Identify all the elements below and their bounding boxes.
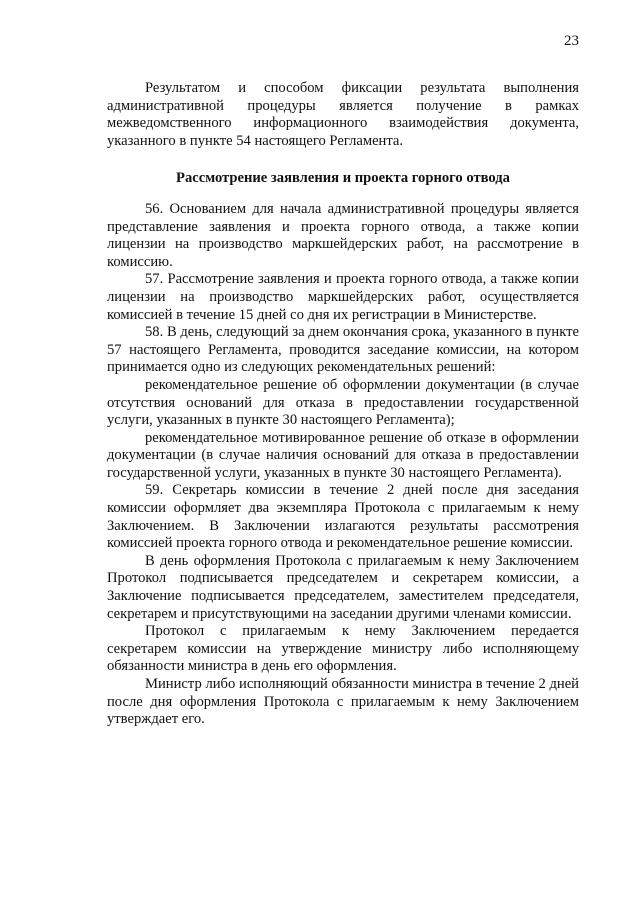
paragraph-56: 56. Основанием для начала административной процедуры является представление заявления и проекта горного отвода, а также копии лицензии на производство маркшейдерских работ, на рассмотрение в комиссию. <box>107 200 579 270</box>
protocol-signing-paragraph: В день оформления Протокола с прилагаемым к нему Заключением Протокол подписывается председателем и секретарем комиссии, а Заключение подписывается председателем, заместителем председателя, секретарем и присутствующими на заседании другими членами комиссии. <box>107 552 579 622</box>
protocol-transfer-paragraph: Протокол с прилагаемым к нему Заключением передается секретарем комиссии на утверждение министру либо исполняющему обязанности министра в день его оформления. <box>107 623 579 675</box>
page-number: 23 <box>564 33 579 49</box>
paragraph-57: 57. Рассмотрение заявления и проекта горного отвода, а также копии лицензии на производство маркшейдерских работ, осуществляется комиссией в течение 15 дней со дня их регистрации в Министерстве. <box>107 271 579 323</box>
section-heading: Рассмотрение заявления и проекта горного отвода <box>176 170 510 187</box>
decision-option-approve: рекомендательное решение об оформлении документации (в случае отсутствия оснований для отказа в предоставлении государственной услуги, указанных в пункте 30 настоящего Регламента); <box>107 376 579 429</box>
document-body <box>107 80 579 729</box>
decision-option-refuse: рекомендательное мотивированное решение об отказе в оформлении документации (в случае наличия оснований для отказа в предоставлении государственной услуги, указанных в пункте 30 настоящего Регламента). <box>107 429 579 481</box>
protocol-approval-paragraph: Министр либо исполняющий обязанности министра в течение 2 дней после дня оформления Протокола с прилагаемым к нему Заключением утверждает его. <box>107 676 579 728</box>
paragraph-59: 59. Секретарь комиссии в течение 2 дней после дня заседания комиссии оформляет два экземпляра Протокола с прилагаемым к нему Заключением. В Заключении излагаются результаты рассмотрения комиссией проекта горного отвода и рекомендательное решение комиссии. <box>107 482 579 552</box>
intro-paragraph: Результатом и способом фиксации результата выполнения административной процедуры является получение в рамках межведомственного информационного взаимодействия документа, указанного в пункте 54 настоящего Регламента. <box>107 80 579 149</box>
paragraph-58: 58. В день, следующий за днем окончания срока, указанного в пункте 57 настоящего Регламента, проводится заседание комиссии, на котором принимается одно из следующих рекомендательных решений: <box>107 324 579 376</box>
